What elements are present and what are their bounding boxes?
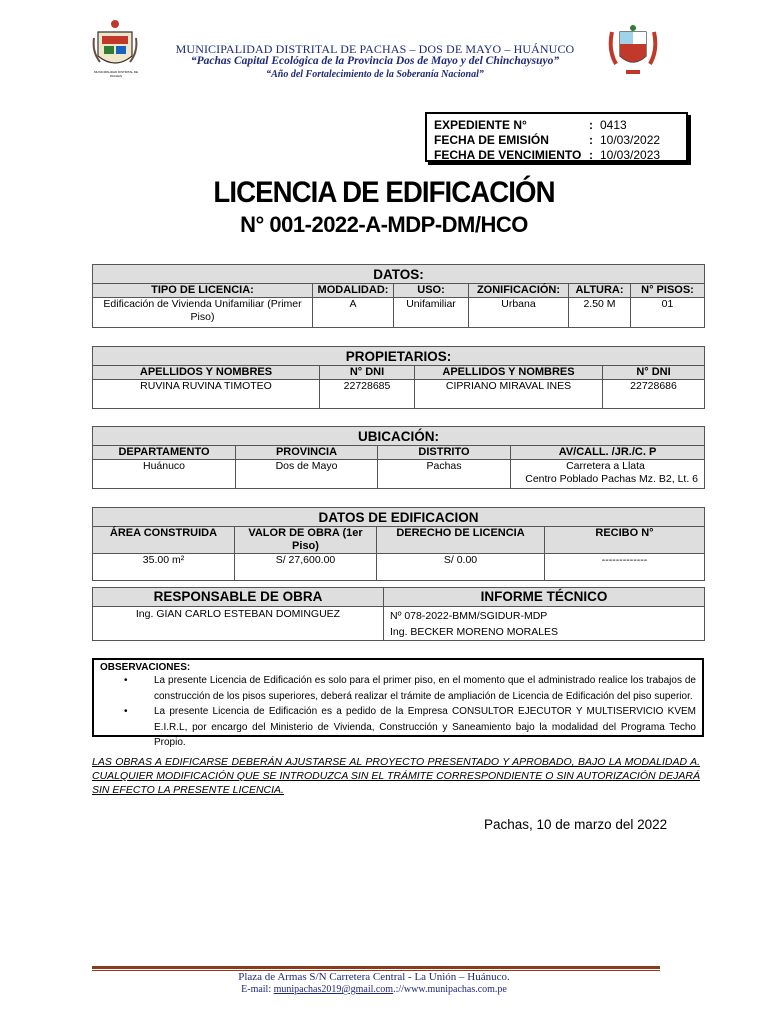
datos-table	[92, 264, 705, 328]
responsable-section-title: RESPONSABLE DE OBRA	[93, 588, 384, 607]
informe-number: Nº 078-2022-BMM/SGIDUR-MDP	[390, 610, 548, 622]
col-header: PROVINCIA	[236, 446, 378, 460]
expediente-label: EXPEDIENTE N°	[434, 117, 527, 132]
observaciones-title: OBSERVACIONES:	[100, 662, 191, 673]
valor-obra-value: S/ 27,600.00	[235, 554, 377, 581]
logo-caption: MUNICIPALIDAD DISTRITAL DE PACHAS	[93, 70, 139, 78]
col-header: ZONIFICACIÓN:	[469, 284, 569, 298]
table-row	[93, 460, 705, 489]
peru-coat-of-arms-icon	[608, 24, 658, 78]
uso-value: Unifamiliar	[394, 298, 469, 328]
legal-warning: LAS OBRAS A EDIFICARSE DEBERÁN AJUSTARSE AL PROYECTO PRESENTADO Y APROBADO, BAJO LA MODALIDAD A. CUALQUIER MODIFICACIÓN QUE SE INTRODUZCA SIN EL TRÁMITE CORRESPONDIENTE O SIN AUTORIZACIÓN DEJARÁ SIN EFECTO LA PRESENTE LICENCIA.	[92, 756, 700, 796]
footer-rule	[92, 966, 660, 969]
email-label: E-mail:	[241, 984, 272, 995]
col-header: RECIBO N°	[545, 527, 705, 554]
provincia-value: Dos de Mayo	[236, 460, 378, 489]
col-header: APELLIDOS Y NOMBRES	[93, 366, 320, 380]
edificacion-section-title: DATOS DE EDIFICACION	[93, 508, 705, 527]
ubicacion-table	[92, 426, 705, 489]
table-row	[93, 554, 705, 581]
col-header: DERECHO DE LICENCIA	[377, 527, 545, 554]
informe-engineer: Ing. BECKER MORENO MORALES	[390, 626, 559, 638]
observaciones-list	[100, 673, 696, 751]
propietarios-table	[92, 346, 705, 409]
bullet-icon: •	[124, 706, 128, 717]
zonificacion-value: Urbana	[469, 298, 569, 328]
fecha-emision-row	[434, 132, 686, 147]
colon: :	[589, 117, 593, 132]
document-title: LICENCIA DE EDIFICACIÓN	[213, 176, 555, 209]
bullet-icon: •	[124, 675, 128, 686]
license-number: N° 001-2022-A-MDP-DM/HCO	[240, 212, 528, 237]
informe-section-title: INFORME TÉCNICO	[384, 588, 705, 607]
fecha-vencimiento-value: 10/03/2023	[600, 147, 661, 162]
responsable-table	[92, 587, 705, 641]
header-line-3: “Año del Fortalecimiento de la Soberanía Nacional”	[266, 69, 484, 80]
municipal-coat-of-arms-icon	[90, 18, 140, 78]
col-header: USO:	[394, 284, 469, 298]
table-row	[93, 607, 705, 641]
ubicacion-section-title: UBICACIÓN:	[93, 427, 705, 446]
fecha-vencimiento-row	[434, 147, 686, 162]
owner-1-name: RUVINA RUVINA TIMOTEO	[93, 380, 320, 409]
list-item	[100, 704, 696, 751]
departamento-value: Huánuco	[93, 460, 236, 489]
table-row	[93, 380, 705, 409]
owner-1-dni: 22728685	[320, 380, 415, 409]
col-header: DISTRITO	[378, 446, 511, 460]
direccion-line-2: Centro Poblado Pachas Mz. B2, Lt. 6	[525, 473, 698, 485]
expediente-value: 0413	[600, 117, 627, 132]
observacion-text: La presente Licencia de Edificación es solo para el primer piso, en el momento que el administrado realice los trabajos de construcción de los pisos superiores, deberá realizar el trámite de ampliación de Licencia de Edificación del piso superior.	[154, 675, 696, 702]
owner-2-name: CIPRIANO MIRAVAL INES	[415, 380, 603, 409]
col-header: AV/CALL. /JR./C. P	[511, 446, 705, 460]
col-header: VALOR DE OBRA (1er Piso)	[235, 527, 377, 554]
list-item	[100, 673, 696, 704]
footer-contact	[0, 984, 748, 995]
col-header: ALTURA:	[569, 284, 631, 298]
header-line-1: MUNICIPALIDAD DISTRITAL DE PACHAS – DOS DE MAYO – HUÁNUCO	[175, 42, 575, 56]
fecha-emision-label: FECHA DE EMISIÓN	[434, 132, 549, 147]
direccion-value	[511, 460, 705, 489]
pisos-value: 01	[631, 298, 705, 328]
col-header: DEPARTAMENTO	[93, 446, 236, 460]
fecha-emision-value: 10/03/2022	[600, 132, 661, 147]
area-value: 35.00 m²	[93, 554, 235, 581]
email-link[interactable]: munipachas2019@gmail.com	[273, 984, 394, 995]
place-date: Pachas, 10 de marzo del 2022	[484, 817, 668, 832]
colon: :	[589, 132, 593, 147]
web-link[interactable]: .://www.munipachas.com.pe	[393, 984, 507, 995]
colon: :	[589, 147, 593, 162]
datos-section-title: DATOS:	[93, 265, 705, 284]
table-row	[93, 298, 705, 328]
col-header: N° DNI	[603, 366, 705, 380]
fecha-vencimiento-label: FECHA DE VENCIMIENTO	[434, 147, 582, 162]
edificacion-table	[92, 507, 705, 581]
direccion-line-1: Carretera a Llata	[566, 460, 645, 472]
col-header: ÁREA CONSTRUIDA	[93, 527, 235, 554]
expediente-row	[434, 117, 686, 132]
observaciones-box	[92, 658, 704, 748]
col-header: MODALIDAD:	[313, 284, 394, 298]
owner-2-dni: 22728686	[603, 380, 705, 409]
col-header: N° DNI	[320, 366, 415, 380]
header-line-2: “Pachas Capital Ecológica de la Provincia Dos de Mayo y del Chinchaysuyo”	[190, 55, 560, 67]
altura-value: 2.50 M	[569, 298, 631, 328]
col-header: N° PISOS:	[631, 284, 705, 298]
modalidad-value: A	[313, 298, 394, 328]
derecho-licencia-value: S/ 0.00	[377, 554, 545, 581]
responsable-value: Ing. GIAN CARLO ESTEBAN DOMINGUEZ	[93, 607, 384, 641]
tipo-licencia-value: Edificación de Vivienda Unifamiliar (Primer Piso)	[93, 298, 313, 328]
col-header: APELLIDOS Y NOMBRES	[415, 366, 603, 380]
footer-address: Plaza de Armas S/N Carretera Central - La Unión – Huánuco.	[238, 971, 510, 983]
informe-value	[384, 607, 705, 641]
distrito-value: Pachas	[378, 460, 511, 489]
col-header: TIPO DE LICENCIA:	[93, 284, 313, 298]
propietarios-section-title: PROPIETARIOS:	[93, 347, 705, 366]
observacion-text: La presente Licencia de Edificación es a pedido de la Empresa CONSULTOR EJECUTOR Y MULTISERVICIO KVEM E.I.R.L, por encargo del Ministerio de Vivienda, Construcción y Saneamiento bajo la modalidad del Programa Techo Propio.	[154, 706, 696, 748]
recibo-value: -------------	[545, 554, 705, 581]
expediente-box	[425, 112, 688, 162]
